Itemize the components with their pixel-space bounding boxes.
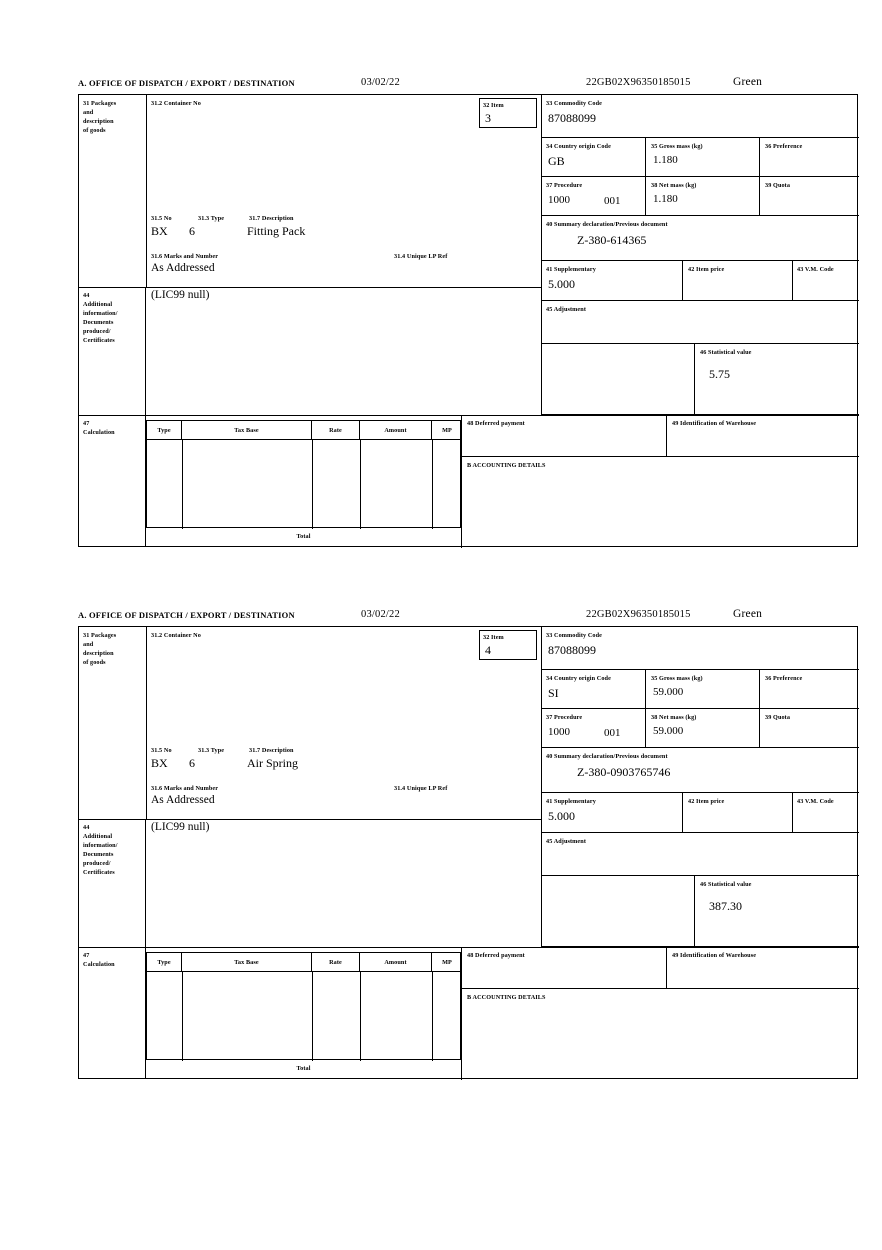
additional-info-value-2: (LIC99 null) <box>151 821 210 833</box>
country-origin-value: GB <box>548 154 565 168</box>
box-36-preference-2 <box>760 670 859 709</box>
statistical-value-amount-2: 387.30 <box>709 899 742 913</box>
net-mass-value-2: 59.000 <box>653 725 684 737</box>
calc-header-type-2: Type <box>147 953 182 972</box>
customs-declaration-item-2 <box>78 610 860 1079</box>
box-43-vm-code-2 <box>793 793 859 833</box>
statistical-value-label: 46 Statistical value <box>700 349 752 356</box>
calc-col-sep-4-2 <box>432 972 433 1061</box>
form-header-2 <box>78 610 860 626</box>
marks-number-label-2: 31.6 Marks and Number <box>151 785 219 792</box>
statistical-value-label-2: 46 Statistical value <box>700 881 752 888</box>
preference-label: 36 Preference <box>765 143 803 150</box>
calc-col-sep-2-2 <box>312 972 313 1061</box>
item-price-value-2 <box>683 806 792 809</box>
box-41-supplementary <box>541 261 683 301</box>
movement-reference-number-2: 22GB02X96350185015 <box>586 609 691 620</box>
item-number-label: 32 Item <box>483 102 504 109</box>
net-mass-value: 1.180 <box>653 193 678 205</box>
packages-type-label: 31.3 Type <box>198 215 225 222</box>
calculation-table <box>146 420 461 528</box>
country-origin-label-2: 34 Country origin Code <box>546 675 611 682</box>
office-of-dispatch-label-2: A. OFFICE OF DISPATCH / EXPORT / DESTINATION <box>78 610 295 620</box>
box-38-net-mass <box>646 177 760 216</box>
box-46-blank-2 <box>541 876 694 947</box>
box-38-net-mass-2 <box>646 709 760 748</box>
office-of-dispatch-label: A. OFFICE OF DISPATCH / EXPORT / DESTINATION <box>78 78 295 88</box>
box-44-additional-info <box>146 287 541 415</box>
calculation-table-2 <box>146 952 461 1060</box>
packages-no-value-2: BX <box>151 756 168 770</box>
quota-value-2 <box>760 722 859 725</box>
box-44-additional-info-2 <box>146 819 541 947</box>
marks-number-label: 31.6 Marks and Number <box>151 253 219 260</box>
box-b-accounting-details-2 <box>461 989 859 1080</box>
calc-header-type: Type <box>147 421 182 440</box>
box-40-summary-declaration-2 <box>541 748 859 793</box>
calc-header-mp: MP <box>432 421 462 440</box>
packages-no-value: BX <box>151 224 168 238</box>
box-40-summary-declaration <box>541 216 859 261</box>
summary-declaration-label: 40 Summary declaration/Previous document <box>546 221 668 228</box>
packages-desc-value-2: Air Spring <box>247 756 298 770</box>
gross-mass-label: 35 Gross mass (kg) <box>651 143 703 150</box>
container-no-label-2: 31.2 Container No <box>151 632 201 639</box>
calc-header-rate-2: Rate <box>312 953 360 972</box>
item-price-label: 42 Item price <box>688 266 725 273</box>
quota-label-2: 39 Quota <box>765 714 791 721</box>
accounting-details-label-2: B ACCOUNTING DETAILS <box>467 994 546 1001</box>
box-37-procedure-2 <box>541 709 646 748</box>
calc-header-amount-2: Amount <box>360 953 432 972</box>
net-mass-label: 38 Net mass (kg) <box>651 182 697 189</box>
lp-ref-label: 31.4 Unique LP Ref <box>394 253 448 260</box>
packages-desc-label: 31.7 Description <box>249 215 294 222</box>
country-origin-label: 34 Country origin Code <box>546 143 611 150</box>
preference-value <box>760 151 859 154</box>
box-b-accounting-details <box>461 457 859 548</box>
box-45-adjustment <box>541 301 859 344</box>
deferred-payment-label: 48 Deferred payment <box>467 420 525 427</box>
box-48-deferred-payment <box>461 415 666 457</box>
declaration-box <box>78 94 858 547</box>
commodity-code-value: 87088099 <box>548 111 596 125</box>
gross-mass-label-2: 35 Gross mass (kg) <box>651 675 703 682</box>
packages-no-label: 31.5 No <box>151 215 172 222</box>
accounting-details-label: B ACCOUNTING DETAILS <box>467 462 546 469</box>
routing-lane: Green <box>733 76 763 88</box>
item-price-label-2: 42 Item price <box>688 798 725 805</box>
adjustment-value-2 <box>541 846 859 849</box>
item-price-value <box>683 274 792 277</box>
box-42-item-price-2 <box>683 793 793 833</box>
procedure-label: 37 Procedure <box>546 182 583 189</box>
total-label-2: Total <box>296 1065 311 1072</box>
summary-declaration-label-2: 40 Summary declaration/Previous document <box>546 753 668 760</box>
country-origin-value-2: SI <box>548 686 559 700</box>
calc-header-mp-2: MP <box>432 953 462 972</box>
commodity-code-label-2: 33 Commodity Code <box>546 632 603 639</box>
deferred-payment-value <box>462 428 666 431</box>
marks-number-value: As Addressed <box>151 262 215 274</box>
declaration-date: 03/02/22 <box>361 77 400 88</box>
gross-mass-value-2: 59.000 <box>653 686 684 698</box>
gross-mass-value: 1.180 <box>653 154 678 166</box>
calc-header-rate: Rate <box>312 421 360 440</box>
declaration-box-2 <box>78 626 858 1079</box>
procedure-value-2: 001 <box>604 195 621 207</box>
box-44-label-2: 44 Additional information/ Documents produced/ Certificates <box>79 819 146 947</box>
adjustment-label-2: 45 Adjustment <box>546 838 586 845</box>
box-34-country-origin <box>541 138 646 177</box>
calculation-total-row-2 <box>146 1060 461 1076</box>
box-33-commodity-code <box>541 95 859 138</box>
calc-header-amount: Amount <box>360 421 432 440</box>
box-48-deferred-payment-2 <box>461 947 666 989</box>
item-number-label-2: 32 Item <box>483 634 504 641</box>
box-49-identification-warehouse-2 <box>666 947 859 989</box>
packages-desc-value: Fitting Pack <box>247 224 306 238</box>
vm-code-value <box>793 274 859 277</box>
vm-code-label: 43 V.M. Code <box>797 266 834 273</box>
net-mass-label-2: 38 Net mass (kg) <box>651 714 697 721</box>
summary-declaration-value-2: Z-380-0903765746 <box>577 765 671 779</box>
box-37-procedure <box>541 177 646 216</box>
box-45-adjustment-2 <box>541 833 859 876</box>
box-42-item-price <box>683 261 793 301</box>
box-46-statistical-value-2 <box>694 876 859 947</box>
calc-col-sep-1 <box>182 440 183 529</box>
procedure-value-1-2: 1000 <box>548 726 570 738</box>
box-47-label: 47 Calculation <box>79 415 146 547</box>
box-35-gross-mass-2 <box>646 670 760 709</box>
commodity-code-value-2: 87088099 <box>548 643 596 657</box>
summary-declaration-value: Z-380-614365 <box>577 233 647 247</box>
total-label: Total <box>296 533 311 540</box>
box-32-item <box>479 98 537 128</box>
preference-value-2 <box>760 683 859 686</box>
box-41-supplementary-2 <box>541 793 683 833</box>
supplementary-label: 41 Supplementary <box>546 266 596 273</box>
movement-reference-number: 22GB02X96350185015 <box>586 77 691 88</box>
box-44-label: 44 Additional information/ Documents produced/ Certificates <box>79 287 146 415</box>
additional-info-value: (LIC99 null) <box>151 289 210 301</box>
form-header <box>78 78 860 94</box>
box-36-preference <box>760 138 859 177</box>
box-47-label-2: 47 Calculation <box>79 947 146 1079</box>
quota-value <box>760 190 859 193</box>
deferred-payment-label-2: 48 Deferred payment <box>467 952 525 959</box>
calc-header-tax-base: Tax Base <box>182 421 312 440</box>
adjustment-label: 45 Adjustment <box>546 306 586 313</box>
box-49-identification-warehouse <box>666 415 859 457</box>
box-39-quota-2 <box>760 709 859 748</box>
calc-col-sep-1-2 <box>182 972 183 1061</box>
box-43-vm-code <box>793 261 859 301</box>
box-31-label: 31 Packages and description of goods <box>83 100 117 134</box>
box-31-label-2: 31 Packages and description of goods <box>83 632 117 666</box>
declaration-date-2: 03/02/22 <box>361 609 400 620</box>
box-46-statistical-value <box>694 344 859 415</box>
packages-type-value-2: 6 <box>189 756 195 770</box>
identification-warehouse-value-2 <box>667 960 859 963</box>
routing-lane-2: Green <box>733 608 763 620</box>
item-number-value-2: 4 <box>485 643 491 657</box>
calculation-total-row <box>146 528 461 544</box>
quota-label: 39 Quota <box>765 182 791 189</box>
deferred-payment-value-2 <box>462 960 666 963</box>
vm-code-value-2 <box>793 806 859 809</box>
item-number-value: 3 <box>485 111 491 125</box>
container-no-label: 31.2 Container No <box>151 100 201 107</box>
adjustment-value <box>541 314 859 317</box>
box-32-item-2 <box>479 630 537 660</box>
lp-ref-label-2: 31.4 Unique LP Ref <box>394 785 448 792</box>
calc-header-tax-base-2: Tax Base <box>182 953 312 972</box>
identification-warehouse-label-2: 49 Identification of Warehouse <box>672 952 757 959</box>
identification-warehouse-label: 49 Identification of Warehouse <box>672 420 757 427</box>
customs-declaration-item-1 <box>78 78 860 547</box>
packages-desc-label-2: 31.7 Description <box>249 747 294 754</box>
preference-label-2: 36 Preference <box>765 675 803 682</box>
procedure-label-2: 37 Procedure <box>546 714 583 721</box>
identification-warehouse-value <box>667 428 859 431</box>
supplementary-label-2: 41 Supplementary <box>546 798 596 805</box>
calc-col-sep-3 <box>360 440 361 529</box>
supplementary-value: 5.000 <box>548 277 575 291</box>
procedure-value-1: 1000 <box>548 194 570 206</box>
vm-code-label-2: 43 V.M. Code <box>797 798 834 805</box>
box-46-blank <box>541 344 694 415</box>
box-33-commodity-code-2 <box>541 627 859 670</box>
calc-col-sep-3-2 <box>360 972 361 1061</box>
supplementary-value-2: 5.000 <box>548 809 575 823</box>
procedure-value-2-2: 001 <box>604 727 621 739</box>
box-35-gross-mass <box>646 138 760 177</box>
calc-col-sep-2 <box>312 440 313 529</box>
box-39-quota <box>760 177 859 216</box>
packages-no-label-2: 31.5 No <box>151 747 172 754</box>
calc-col-sep-4 <box>432 440 433 529</box>
accounting-details-value <box>462 470 859 473</box>
box-34-country-origin-2 <box>541 670 646 709</box>
marks-number-value-2: As Addressed <box>151 794 215 806</box>
packages-type-value: 6 <box>189 224 195 238</box>
statistical-value-amount: 5.75 <box>709 367 730 381</box>
packages-type-label-2: 31.3 Type <box>198 747 225 754</box>
accounting-details-value-2 <box>462 1002 859 1005</box>
commodity-code-label: 33 Commodity Code <box>546 100 603 107</box>
